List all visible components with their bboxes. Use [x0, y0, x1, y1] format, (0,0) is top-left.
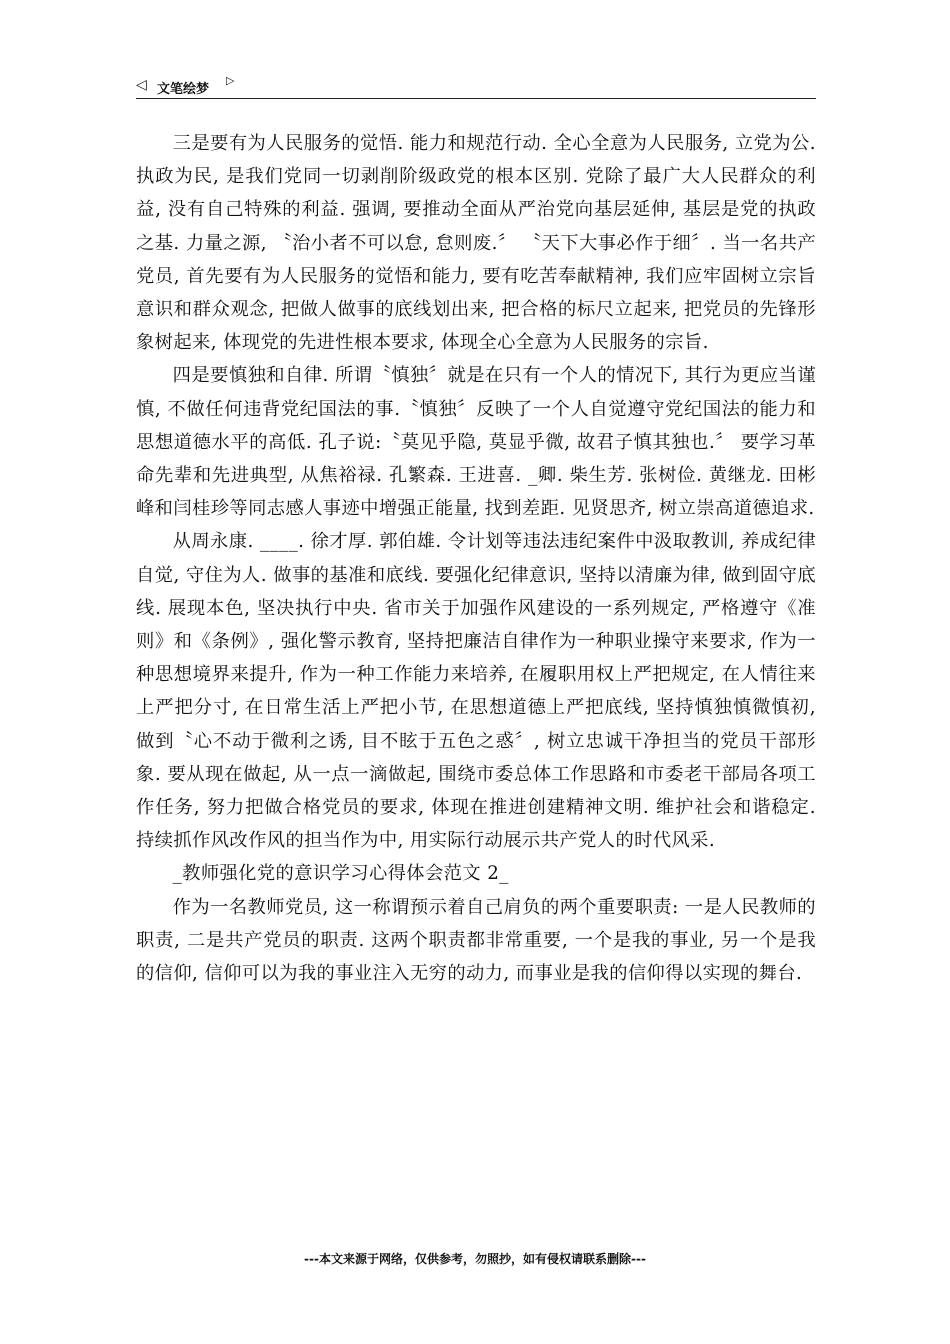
paragraph-1: 三是要有为人民服务的觉悟. 能力和规范行动. 全心全意为人民服务, 立党为公. 执政为民, 是我们党同一切剥削阶级政党的根本区别. 党除了最广大人民群众的利益, 没有自己特殊的利益. 强调, 要推动全面从严治党向基层延伸, 基层是党的执政之基. 力量之源, 〝治小者不可以怠, 怠则废.〞 〝天下大事必作于细〞. 当一名共产党员, 首先要有为人民服务的觉悟和能力, 要有吃苦奉献精神, 我们应牢固树立宗旨意识和群众观念, 把做人做事的底线划出来, 把合格的标尺立起来, 把党员的先锋形象树起来, 体现党的先进性根本要求, 体现全心全意为人民服务的宗旨. [136, 133, 816, 354]
paragraph-2: 四是要慎独和自律. 所谓〝慎独〞就是在只有一个人的情况下, 其行为更应当谨慎, 不做任何违背党纪国法的事.〝慎独〞反映了一个人自觉遵守党纪国法的能力和思想道德水平的高低. 孔子说:〝莫见乎隐, 莫显乎微, 故君子慎其独也.〞 要学习革命先辈和先进典型, 从焦裕禄. 孔繁森. 王进喜. _卿. 柴生芳. 张树俭. 黄继龙. 田彬峰和闫桂珍等同志感人事迹中增强正能量, 找到差距. 见贤思齐, 树立崇高道德追求. [136, 365, 816, 520]
page-header [136, 74, 816, 99]
document-body [136, 127, 816, 990]
section-title: _教师强化党的意识学习心得体会范文 2_ [172, 863, 509, 885]
footer-notice: ---本文来源于网络，仅供参考，勿照抄，如有侵权请联系删除--- [304, 1252, 646, 1266]
left-arrow-icon: ◁ [136, 77, 147, 93]
paragraph-4: 作为一名教师党员, 这一称谓预示着自己肩负的两个重要职责: 一是人民教师的职责, 二是共产党员的职责. 这两个职责都非常重要, 一个是我的事业, 另一个是我的信仰, 信仰可以为我的事业注入无穷的动力, 而事业是我的信仰得以实现的舞台. [136, 896, 816, 985]
right-arrow-icon: ▷ [226, 74, 235, 87]
paragraph-3: 从周永康. ____. 徐才厚. 郭伯雄. 令计划等违法违纪案件中汲取教训, 养成纪律自觉, 守住为人. 做事的基准和底线. 要强化纪律意识, 坚持以清廉为律, 做到固守底线. 展现本色, 坚决执行中央. 省市关于加强作风建设的一系列规定, 严格遵守《准则》和《条例》, 强化警示教育, 坚持把廉洁自律作为一种职业操守来要求, 作为一种思想境界来提升, 作为一种工作能力来培养, 在履职用权上严把规定, 在人情往来上严把分寸, 在日常生活上严把小节, 在思想道德上严把底线, 坚持慎独慎微慎初, 做到〝心不动于微利之诱, 目不眩于五色之惑〞, 树立忠诚干净担当的党员干部形象. 要从现在做起, 从一点一滴做起, 围绕市委总体工作思路和市委老干部局各项工作任务, 努力把做合格党员的要求, 体现在推进创建精神文明. 维护社会和谐稳定. 持续抓作风改作风的担当作为中, 用实际行动展示共产党人的时代风采. [136, 531, 816, 852]
brand-title: 文笔绘梦 [157, 82, 210, 97]
